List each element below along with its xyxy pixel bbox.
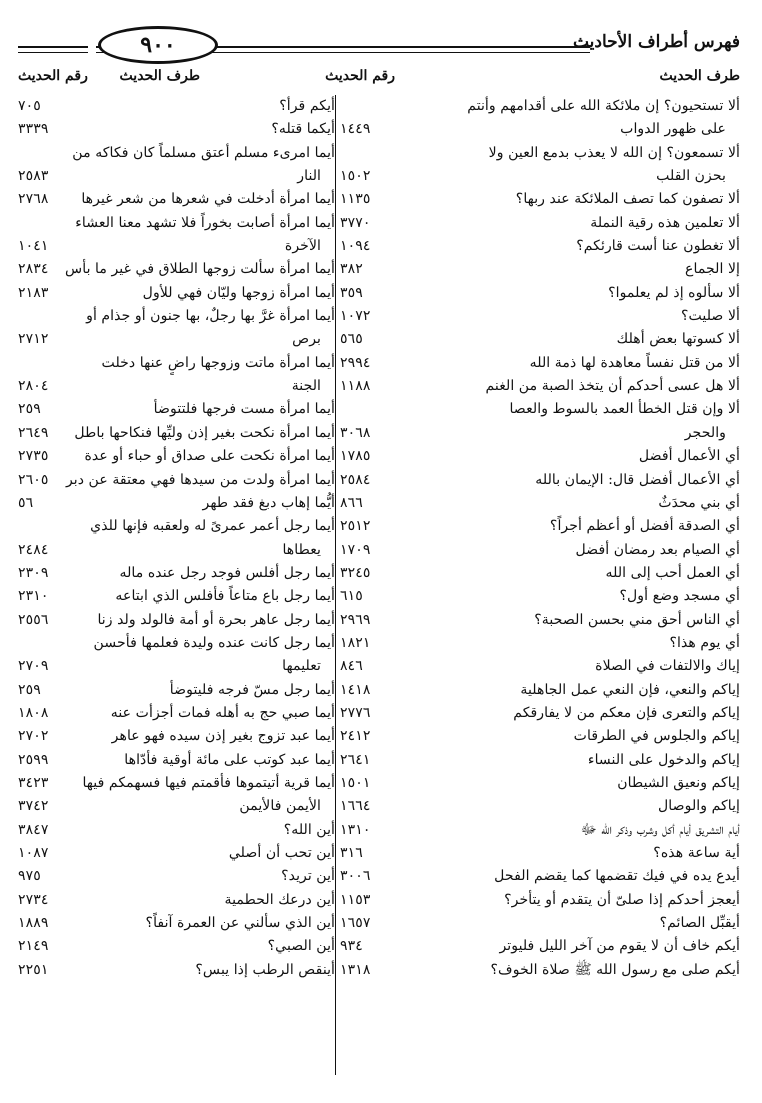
right-entry-number: ٢٦٤١	[340, 751, 371, 768]
right-entry-text: أيقبِّل الصائم؟	[659, 915, 740, 932]
index-table	[18, 95, 740, 982]
left-entry-number: ٢٣٠٩	[18, 564, 49, 581]
right-entry-text: ألا وإن قتل الخطأ العمد بالسوط والعصا	[509, 401, 740, 418]
left-entry-text: النار	[297, 168, 321, 185]
left-entry-text: أيما امرأة ولدت من سيدها فهي معتقة عن دبر	[65, 471, 335, 488]
left-entry-text: أيما امرأة زوجها وليّان فهي للأول	[142, 284, 335, 301]
left-entry-text: أين الله؟	[283, 821, 335, 838]
right-entry-number: ١١٥٣	[340, 891, 371, 908]
left-entry-text: أيما امرأة أصابت بخوراً فلا تشهد معنا العشاء	[75, 214, 335, 231]
column-head-right-text: طرف الحديث	[659, 68, 740, 84]
right-entry-text: أي بني محدَثٌ	[658, 494, 740, 511]
left-entry-number: ٢٧١٢	[18, 331, 49, 348]
page-title: فهرس أطراف الأحاديث	[572, 32, 740, 52]
left-entry-text: أيكما قتله؟	[271, 121, 335, 138]
right-entry-text: أي الأعمال أفضل قال: الإيمان بالله	[535, 471, 740, 488]
right-entry-text: بحزن القلب	[656, 168, 726, 185]
right-entry-text: إياكم والتعرى فإن معكم من لا يفارقكم	[513, 704, 740, 721]
table-row	[18, 702, 740, 725]
left-entry-number: ٢٥٩٩	[18, 751, 49, 768]
right-entry-number: ١٤٤٩	[340, 121, 371, 138]
table-row	[18, 95, 740, 118]
left-entry-number: ٢٧٣٥	[18, 448, 49, 465]
left-entry-number: ١٨٨٩	[18, 915, 49, 932]
right-entry-number: ٢٩٦٩	[340, 611, 371, 628]
right-entry-number: ١٥٠١	[340, 774, 371, 791]
left-entry-number: ٣٣٣٩	[18, 121, 49, 138]
left-entry-number: ٢٣١٠	[18, 588, 49, 605]
page-header	[18, 26, 740, 66]
left-entry-text: أينقص الرطب إذا يبس؟	[195, 961, 335, 978]
right-entry-text: أيدع يده في فيك تقضمها كما يقضم الفحل	[494, 868, 740, 885]
left-entry-number: ٢٦٠٥	[18, 471, 49, 488]
left-entry-text: أيما امرأة مست فرجها فلتتوضأ	[153, 401, 335, 418]
table-row	[18, 328, 740, 351]
left-entry-text: أيما امرأة نكحت بغير إذن وليِّها فنكاحها باطل	[74, 424, 335, 441]
right-entry-text: ألا صليت؟	[680, 308, 740, 325]
right-entry-text: على ظهور الدواب	[620, 121, 726, 138]
right-entry-number: ٢٥١٢	[340, 518, 371, 535]
right-entry-text: والحجر	[684, 424, 726, 441]
left-entry-text: أين الصبي؟	[267, 938, 335, 955]
left-entry-number: ٢٧٣٤	[18, 891, 49, 908]
right-entry-number: ١٠٧٢	[340, 308, 371, 325]
right-entry-number: ٣٥٩	[340, 284, 363, 301]
right-entry-number: ٢٥٨٤	[340, 471, 371, 488]
left-entry-text: الآخرة	[284, 238, 321, 255]
right-entry-number: ١٧٠٩	[340, 541, 371, 558]
column-head-left-num: رقم الحديث	[18, 68, 88, 84]
right-entry-number: ٥٦٥	[340, 331, 363, 348]
left-entry-text: أين تحب أن أصلي	[228, 845, 335, 861]
left-entry-text: الأيمن فالأيمن	[239, 798, 321, 815]
right-entry-text: إياكم والجلوس في الطرقات	[573, 728, 740, 745]
right-entry-number: ٢٩٩٤	[340, 354, 371, 371]
left-entry-text: أيُّما إهاب دبغ فقد طهر	[202, 494, 335, 511]
right-entry-number: ١٧٨٥	[340, 448, 371, 465]
left-entry-number: ٥٦	[18, 494, 34, 511]
left-entry-number: ٣٤٢٣	[18, 774, 49, 791]
right-entry-text: إياك والالتفات في الصلاة	[595, 658, 740, 675]
right-entry-number: ٣٠٠٦	[340, 868, 371, 885]
table-row	[18, 842, 740, 865]
table-row	[18, 679, 740, 702]
left-entry-text: أيما امرأة سألت زوجها الطلاق في غير ما بأس	[64, 261, 335, 278]
right-entry-text: أي يوم هذا؟	[669, 634, 740, 651]
left-entry-text: أيما رجل أفلس فوجد رجل عنده ماله	[119, 564, 335, 581]
left-entry-text: أيكم قرأ؟	[279, 98, 335, 114]
right-entry-number: ١٣١٨	[340, 961, 371, 978]
table-row	[18, 935, 740, 958]
right-entry-text: ألا هل عسى أحدكم أن يتخذ الصبة من الغنم	[485, 378, 740, 395]
table-row	[18, 609, 740, 632]
right-entry-text: أي العمل أحب إلى الله	[605, 564, 740, 581]
right-entry-number: ١١٣٥	[340, 191, 371, 208]
right-entry-text: إياكم والدخول على النساء	[587, 751, 740, 768]
table-row	[18, 515, 740, 538]
table-row	[18, 165, 740, 188]
right-entry-number: ٦١٥	[340, 588, 363, 605]
left-entry-text: أيما رجل مسّ فرجه فليتوضأ	[169, 681, 335, 698]
left-entry-number: ٢٧٠٩	[18, 658, 49, 675]
table-row	[18, 445, 740, 468]
right-entry-text: إلا الجماع	[685, 261, 740, 278]
header-rule-left	[18, 46, 88, 48]
right-entry-text: أيكم خاف أن لا يقوم من آخر الليل فليوتر	[499, 938, 740, 955]
table-row	[18, 865, 740, 888]
left-entry-text: تعليمها	[282, 658, 321, 675]
table-row	[18, 422, 740, 445]
right-entry-number: ١٣١٠	[340, 821, 371, 838]
left-entry-text: أين درعك الحطمية	[224, 891, 335, 908]
right-entry-number: ٨٦٦	[340, 494, 363, 511]
right-entry-text: ألا تصفون كما تصف الملائكة عند ربها؟	[515, 191, 740, 208]
left-entry-number: ٢١٨٣	[18, 284, 49, 301]
table-row	[18, 212, 740, 235]
left-entry-number: ٢٥٩	[18, 681, 41, 698]
left-entry-text: أيما امرأة نكحت على صداق أو حباء أو عدة	[84, 448, 335, 465]
right-entry-text: ألا تعلمين هذه رقية النملة	[590, 214, 740, 231]
table-row	[18, 585, 740, 608]
left-entry-number: ٣٨٤٧	[18, 821, 49, 838]
table-row	[18, 398, 740, 421]
right-entry-text: أيام التشريق أيام أكل وشرب وذكر الله ﷻ	[580, 821, 740, 838]
table-row	[18, 142, 740, 165]
left-entry-text: أيما رجل باع متاعاً فأفلس الذي ابتاعه	[115, 588, 335, 605]
left-entry-text: أيما عبد تزوج بغير إذن سيده فهو عاهر	[111, 728, 335, 745]
right-entry-text: أيكم صلى مع رسول الله ﷺ صلاة الخوف؟	[490, 961, 740, 978]
right-entry-number: ٨٤٦	[340, 658, 363, 675]
right-entry-text: إياكم والوصال	[657, 798, 740, 815]
left-entry-number: ٢٢٥١	[18, 961, 49, 978]
right-entry-number: ١٤١٨	[340, 681, 371, 698]
right-entry-text: ألا تسمعون؟ إن الله لا يعذب بدمع العين ولا	[488, 144, 740, 161]
table-row	[18, 632, 740, 655]
right-entry-number: ٣٧٧٠	[340, 214, 371, 231]
left-entry-number: ٢٥٥٦	[18, 611, 49, 628]
right-entry-number: ١٥٠٢	[340, 168, 371, 185]
left-entry-text: أيما رجل عاهر بحرة أو أمة فالولد ولد زنا	[97, 611, 335, 628]
left-entry-text: يعطاها	[282, 541, 321, 558]
right-entry-text: ألا سألوه إذ لم يعلموا؟	[608, 284, 740, 301]
left-entry-text: أيما رجل كانت عنده وليدة فعلمها فأحسن	[93, 634, 335, 651]
table-row	[18, 188, 740, 211]
left-entry-number: ١٠٨٧	[18, 845, 49, 861]
page-number-badge: ٩٠٠	[98, 26, 218, 64]
left-entry-number: ٢٥٨٣	[18, 168, 49, 185]
right-entry-text: ألا كسوتها بعض أهلك	[616, 331, 740, 348]
right-entry-number: ٣٠٦٨	[340, 424, 371, 441]
right-entry-number: ١١٨٨	[340, 378, 371, 395]
right-entry-number: ٩٣٤	[340, 938, 363, 955]
right-entry-number: ١٨٢١	[340, 634, 371, 651]
table-row	[18, 655, 740, 678]
column-head-left-text: طرف الحديث	[119, 68, 200, 84]
right-entry-text: أي الصدقة أفضل أو أعظم أجراً؟	[549, 518, 740, 535]
column-headers	[18, 66, 740, 88]
left-entry-number: ٩٧٥	[18, 868, 41, 885]
left-entry-text: أيما امرأة أدخلت في شعرها من شعر غيرها	[81, 191, 335, 208]
right-entry-number: ١٦٥٧	[340, 915, 371, 932]
right-entry-text: إياكم ونعيق الشيطان	[617, 774, 740, 791]
table-row	[18, 258, 740, 281]
left-entry-text: أين الذي سألني عن العمرة آنفاً؟	[145, 915, 335, 932]
left-entry-number: ٧٠٥	[18, 98, 41, 114]
right-entry-text: ألا تستحيون؟ إن ملائكة الله على أقدامهم وأنتم	[467, 98, 740, 114]
table-row	[18, 912, 740, 935]
table-row	[18, 118, 740, 141]
table-row	[18, 749, 740, 772]
table-row	[18, 772, 740, 795]
left-entry-number: ٢٨٣٤	[18, 261, 49, 278]
table-row	[18, 539, 740, 562]
left-entry-text: أيما قرية أتيتموها فأقمتم فيها فسهمكم فيها	[82, 774, 335, 791]
left-entry-number: ٢٥٩	[18, 401, 41, 418]
left-entry-text: أيما امرىء مسلم أعتق مسلماً كان فكاكه من	[72, 144, 335, 161]
table-row	[18, 305, 740, 328]
left-entry-text: أيما صبي حج به أهله فمات أجزأت عنه	[110, 704, 335, 721]
left-entry-number: ١٠٤١	[18, 238, 49, 255]
table-row	[18, 562, 740, 585]
right-entry-text: أي الناس أحق مني بحسن الصحبة؟	[534, 611, 740, 628]
left-entry-number: ٣٧٤٢	[18, 798, 49, 815]
right-entry-number: ١٠٩٤	[340, 238, 371, 255]
right-entry-text: أية ساعة هذه؟	[653, 845, 740, 861]
left-entry-text: أيما امرأة ماتت وزوجها راضٍ عنها دخلت	[101, 354, 335, 371]
header-rule-left-thin	[18, 52, 88, 53]
table-row	[18, 819, 740, 842]
table-row	[18, 282, 740, 305]
table-row	[18, 375, 740, 398]
right-entry-number: ٣٨٢	[340, 261, 363, 278]
right-entry-text: ألا من قتل نفساً معاهدة لها ذمة الله	[529, 354, 740, 371]
right-entry-text: إياكم والنعي، فإن النعي عمل الجاهلية	[520, 681, 740, 698]
table-row	[18, 725, 740, 748]
left-entry-text: أيما عبد كوتب على مائة أوقية فأدّاها	[124, 751, 335, 768]
table-row	[18, 235, 740, 258]
left-entry-number: ١٨٠٨	[18, 704, 49, 721]
left-entry-text: الجنة	[291, 378, 321, 395]
table-row	[18, 469, 740, 492]
table-row	[18, 795, 740, 818]
right-entry-number: ٢٤١٢	[340, 728, 371, 745]
table-row	[18, 889, 740, 912]
left-entry-text: برص	[292, 331, 321, 348]
right-entry-text: أي مسجد وضع أول؟	[619, 588, 740, 605]
table-row	[18, 492, 740, 515]
table-row	[18, 959, 740, 982]
right-entry-text: أي الأعمال أفضل	[638, 448, 740, 465]
right-entry-text: ألا تغطون عنا أست قارئكم؟	[576, 238, 740, 255]
table-row	[18, 352, 740, 375]
left-entry-number: ٢١٤٩	[18, 938, 49, 955]
left-entry-number: ٢٤٨٤	[18, 541, 49, 558]
right-entry-number: ٢٧٧٦	[340, 704, 371, 721]
left-entry-number: ٢٧٠٢	[18, 728, 49, 745]
left-entry-text: أين تريد؟	[281, 868, 335, 885]
right-entry-number: ٣١٦	[340, 845, 363, 861]
right-entry-number: ٣٢٤٥	[340, 564, 371, 581]
left-entry-number: ٢٨٠٤	[18, 378, 49, 395]
right-entry-text: أيعجز أحدكم إذا صلىّ أن يتقدم أو يتأخر؟	[504, 891, 740, 908]
left-entry-text: أيما امرأة غرَّ بها رجلٌ، بها جنون أو جذام أو	[86, 308, 335, 325]
column-head-right-num: رقم الحديث	[325, 68, 395, 84]
right-entry-text: أي الصيام بعد رمضان أفضل	[575, 541, 740, 558]
left-entry-number: ٢٧٦٨	[18, 191, 49, 208]
left-entry-number: ٢٦٤٩	[18, 424, 49, 441]
left-entry-text: أيما رجل أعمر عمرىً له ولعقبه فإنها للذي	[90, 518, 335, 535]
right-entry-number: ١٦٦٤	[340, 798, 371, 815]
